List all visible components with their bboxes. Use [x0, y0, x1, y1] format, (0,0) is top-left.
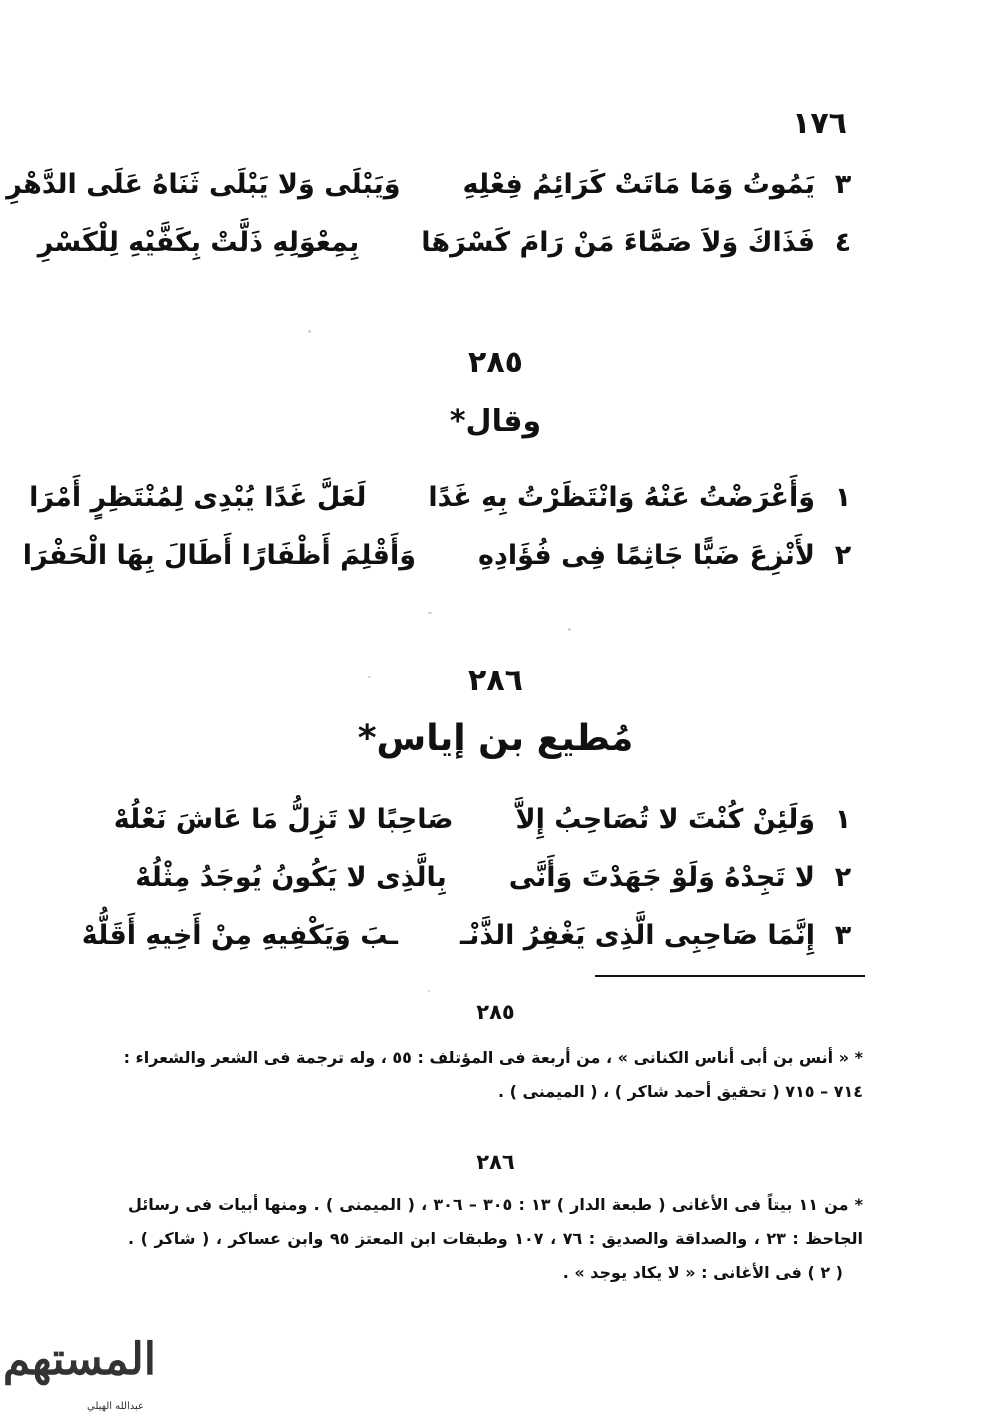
verse-first-hemistich: يَمُوتُ وَمَا مَاتَتْ كَرَائِمُ فِعْلِهِ [462, 168, 815, 200]
verse-second-hemistich: وَيَبْلَى وَلا يَبْلَى ثَنَاهُ عَلَى الدَّهْرِ [6, 168, 401, 200]
verse-286-1 [113, 792, 865, 846]
verse-first-hemistich: لا تَجِدْهُ وَلَوْ جَهَدْتَ وَأَنَّى [508, 861, 815, 893]
section-286-title: مُطيع بن إياس* [357, 718, 634, 759]
verse-second-hemistich: بِالَّذِى لا يَكُونُ يُوجَدُ مِثْلُهْ [135, 861, 447, 893]
page-number: ١٧٦ [792, 106, 847, 141]
verse-number: ٣ [834, 919, 852, 951]
verse-top-3 [6, 157, 865, 211]
verse-first-hemistich: لأَنْزِعَ ضَبًّا جَاثِمًا فِى فُؤَادِهِ [478, 539, 815, 571]
verse-first-hemistich: وَأَعْرَضْتُ عَنْهُ وَانْتَظَرْتُ بِهِ غَدًا [428, 481, 815, 513]
verse-top-4 [37, 215, 865, 269]
verse-second-hemistich: ـبَ وَيَكْفِيهِ مِنْ أَخِيهِ أَقَلُّهْ [81, 919, 399, 951]
scan-speck [568, 628, 571, 631]
footnote-285-number: ٢٨٥ [476, 1000, 515, 1024]
verse-first-hemistich: وَلَئِنْ كُنْتَ لا تُصَاحِبُ إِلاَّ [515, 803, 815, 835]
verse-second-hemistich: لَعَلَّ غَدًا يُبْدِى لِمُنْتَظِرٍ أَمْرَا [29, 481, 367, 513]
verse-number: ١ [834, 803, 852, 835]
verse-second-hemistich: بِمِعْوَلِهِ ذَلَّتْ بِكَفَّيْهِ لِلْكَسْرِ [37, 226, 360, 258]
footnote-286-line: * من ١١ بيتاً فى الأغانى ( طبعة الدار ) ١٣ : ٣٠٥ – ٣٠٦ ، ( الميمنى ) . ومنها أبيات فى رسائل [128, 1195, 864, 1214]
watermark-logo [2, 1332, 162, 1412]
footnote-285-line: * « أنس بن أبى أناس الكنانى » ، من أربعة فى المؤتلف : ٥٥ ، وله ترجمة فى الشعر والشعراء : [123, 1048, 863, 1067]
section-285-number: ٢٨٥ [468, 345, 523, 380]
scan-speck [368, 676, 371, 678]
scan-speck [308, 330, 311, 333]
verse-286-2 [135, 850, 865, 904]
verse-number: ٢ [834, 539, 852, 571]
verse-second-hemistich: وَأَقْلِمَ أَظْفَارًا أَطَالَ بِهَا الْحَفْرَا [22, 539, 417, 571]
verse-number: ٢ [834, 861, 852, 893]
footnote-285-line: ٧١٤ – ٧١٥ ( تحقيق أحمد شاكر ) ، ( الميمنى ) . [497, 1082, 863, 1101]
verse-first-hemistich: إِنَّمَا صَاحِبِى الَّذِى يَغْفِرُ الذَّنْـ [460, 919, 815, 951]
footnote-286-line: الجاحظ : ٢٣ ، والصداقة والصديق : ٧٦ ، ١٠٧ وطبقات ابن المعتز ٩٥ وابن عساكر ، ( شاكر ) . [128, 1229, 864, 1248]
footnote-separator [595, 975, 865, 977]
section-286-number: ٢٨٦ [468, 663, 523, 698]
verse-number: ٤ [834, 226, 852, 258]
scan-speck [428, 990, 430, 992]
verse-number: ٣ [834, 168, 852, 200]
verse-number: ١ [834, 481, 852, 513]
footnote-286-line: ( ٢ ) فى الأغانى : « لا يكاد يوجد » . [562, 1263, 843, 1282]
verse-286-3 [81, 908, 865, 962]
footnote-286-number: ٢٨٦ [476, 1150, 515, 1174]
watermark-logo-text: المستهم [2, 1334, 156, 1385]
verse-285-1 [29, 470, 865, 524]
watermark-logo-subtext: عبدالله الهيلي [86, 1401, 144, 1412]
verse-first-hemistich: فَذَاكَ وَلاَ صَمَّاءَ مَنْ رَامَ كَسْرَهَا [421, 226, 815, 258]
section-285-title: وقال* [449, 404, 542, 439]
verse-second-hemistich: صَاحِبًا لا تَزِلُّ مَا عَاشَ نَعْلُهْ [113, 803, 454, 835]
verse-285-2 [22, 528, 865, 582]
scan-speck [428, 612, 432, 614]
